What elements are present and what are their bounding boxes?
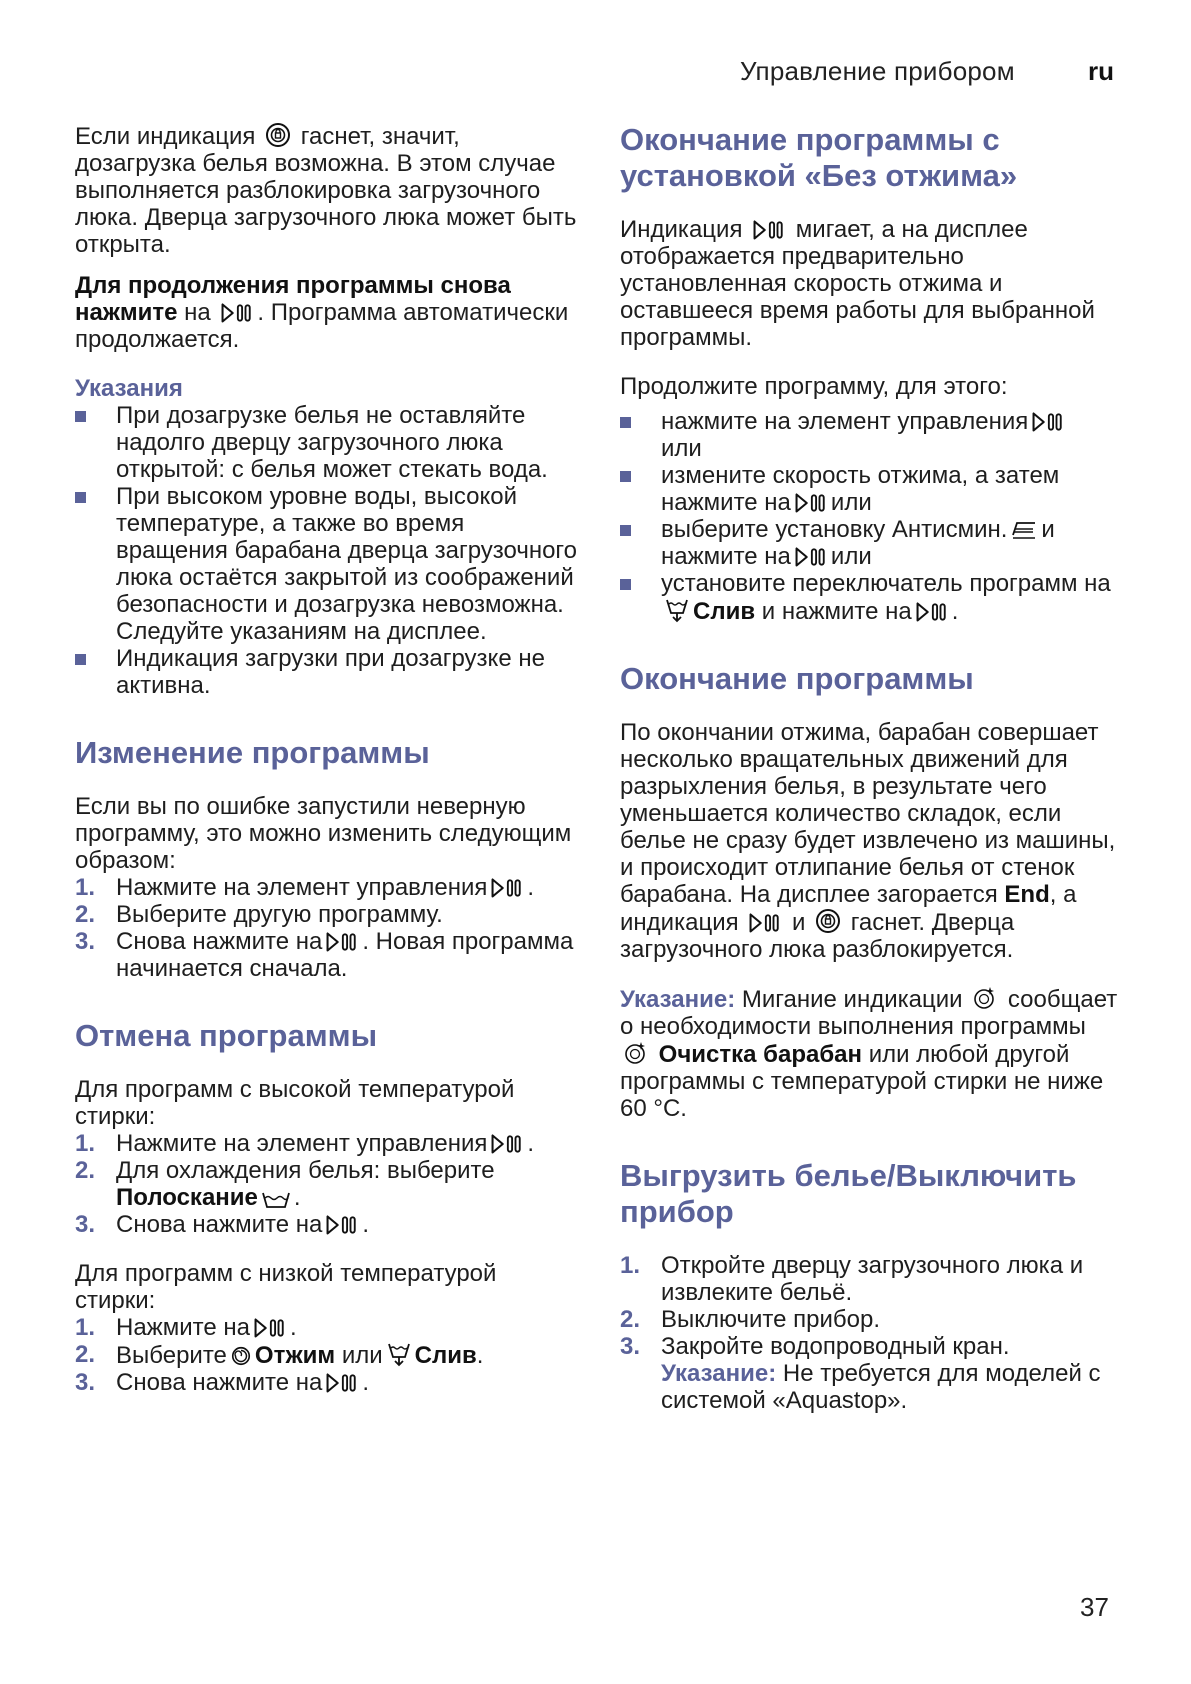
change-steps: [75, 874, 580, 982]
bullet-square-icon: [75, 654, 86, 665]
no-spin-paragraph: Индикация мигает, а на дисплее отображается предварительно установленная скорость отжима и оставшееся время работы для выбранной программы.: [620, 216, 1095, 351]
start-pause-icon: [220, 302, 254, 324]
left-column: [75, 122, 580, 1396]
notes-list: [75, 402, 580, 699]
header-title: Управление прибором: [740, 56, 1015, 86]
continue-paragraph: Для продолжения программы снова нажмите на . Программа автоматически продолжается.: [75, 272, 569, 353]
start-pause-icon: [325, 1214, 359, 1236]
list-item: 2. Выключите прибор.: [620, 1306, 881, 1333]
list-item: измените скорость отжима, а затем нажмите на или: [620, 462, 1120, 516]
start-pause-icon: [490, 877, 524, 899]
section-title-end: Окончание программы: [620, 661, 974, 696]
continue-intro: Продолжите программу, для этого:: [620, 373, 1008, 400]
notes-title: Указания: [75, 375, 183, 402]
unload-steps: [620, 1252, 1120, 1414]
right-column: [620, 122, 1120, 1414]
start-pause-icon: [752, 219, 786, 241]
cancel-high-steps: [75, 1130, 580, 1238]
section-title-no-spin: Окончание программы с установкой «Без отжима»: [620, 122, 1018, 193]
bullet-square-icon: [620, 525, 631, 536]
list-item: 2. Выберите другую программу.: [75, 901, 443, 928]
list-item: 2. Для охлаждения белья: выберите Полоскание .: [75, 1157, 495, 1211]
bullet-square-icon: [620, 417, 631, 428]
list-item: 2. Выберите Отжим или Слив.: [75, 1341, 484, 1369]
list-item: 1. Нажмите на элемент управления .: [75, 874, 535, 901]
section-title-cancel: Отмена программы: [75, 1018, 378, 1053]
reload-paragraph: Если индикация гаснет, значит, дозагрузка белья возможна. В этом случае выполняется разблокировка загрузочного люка. Дверца загрузочного люка может быть открыта.: [75, 123, 577, 258]
drum-clean-icon: [972, 985, 998, 1011]
drum-clean-icon: [623, 1040, 649, 1066]
bullet-square-icon: [75, 492, 86, 503]
list-item: 1. Откройте дверцу загрузочного люка и извлеките бельё.: [620, 1252, 1084, 1306]
list-item: 3. Снова нажмите на .: [75, 1211, 370, 1238]
start-pause-icon: [325, 931, 359, 953]
end-paragraph: По окончании отжима, барабан совершает несколько вращательных движений для разрыхления белья, в результате чего уменьшается количество складок, если белье не сразу будет извлечено из машины, и происходит отлипание белья от стенок барабана. На дисплее загорается End, а индикация и гаснет. Дверца загрузочного люка разблокируется.: [620, 719, 1116, 963]
bullet-square-icon: [75, 411, 86, 422]
list-item: 1. Нажмите на элемент управления .: [75, 1130, 535, 1157]
door-lock-icon: [265, 122, 291, 148]
section-title-unload: Выгрузить белье/Выключить прибор: [620, 1158, 1077, 1229]
page-number: 37: [1080, 1592, 1109, 1622]
list-item: 1. Нажмите на .: [75, 1314, 297, 1341]
section-title-change: Изменение программы: [75, 735, 430, 770]
start-pause-icon: [915, 601, 949, 623]
spin-icon: [230, 1345, 252, 1367]
bullet-square-icon: [620, 471, 631, 482]
start-pause-icon: [253, 1317, 287, 1339]
start-pause-icon: [1031, 411, 1065, 433]
list-item: 3. Снова нажмите на .: [75, 1369, 370, 1396]
change-intro: Если вы по ошибке запустили неверную программу, это можно изменить следующим образом:: [75, 793, 572, 874]
list-item: Индикация загрузки при дозагрузке не активна.: [75, 645, 580, 699]
cancel-low-steps: [75, 1314, 580, 1396]
header-language: ru: [1088, 56, 1114, 86]
start-pause-icon: [748, 912, 782, 934]
list-item: нажмите на элемент управления или: [620, 408, 1120, 462]
start-pause-icon: [490, 1133, 524, 1155]
drain-icon: [386, 1341, 412, 1367]
start-pause-icon: [794, 546, 828, 568]
start-pause-icon: [794, 492, 828, 514]
list-item: установите переключатель программ наСлив и нажмите на .: [620, 570, 1120, 625]
list-item: 3. Закройте водопроводный кран. Указание: Не требуется для моделей с системой «Aquastop».: [620, 1333, 1101, 1414]
cancel-high-intro: Для программ с высокой температурой стирки:: [75, 1076, 515, 1130]
drain-icon: [664, 597, 690, 623]
list-item: При дозагрузке белья не оставляйте надолго дверцу загрузочного люка открытой: с белья может стекать вода.: [75, 402, 580, 483]
door-lock-icon: [815, 908, 841, 934]
anti-crease-icon: [1010, 517, 1038, 541]
list-item: выберите установку Антисмин. и нажмите на или: [620, 516, 1120, 570]
list-item: 3. Снова нажмите на . Новая программа начинается сначала.: [75, 928, 574, 982]
cancel-low-intro: Для программ с низкой температурой стирки:: [75, 1260, 497, 1314]
rinse-icon: [261, 1189, 291, 1209]
continue-options-list: [620, 408, 1120, 625]
drum-clean-note: Указание: Мигание индикации сообщает о необходимости выполнения программы Очистка барабан или любой другой программы с температурой стирки не ниже 60 °C.: [620, 986, 1118, 1122]
list-item: При высоком уровне воды, высокой температуре, а также во время вращения барабана дверца загрузочного люка остаётся закрытой из соображений безопасности и дозагрузка невозможна. Следуйте указаниям на дисплее.: [75, 483, 580, 645]
start-pause-icon: [325, 1372, 359, 1394]
bullet-square-icon: [620, 579, 631, 590]
